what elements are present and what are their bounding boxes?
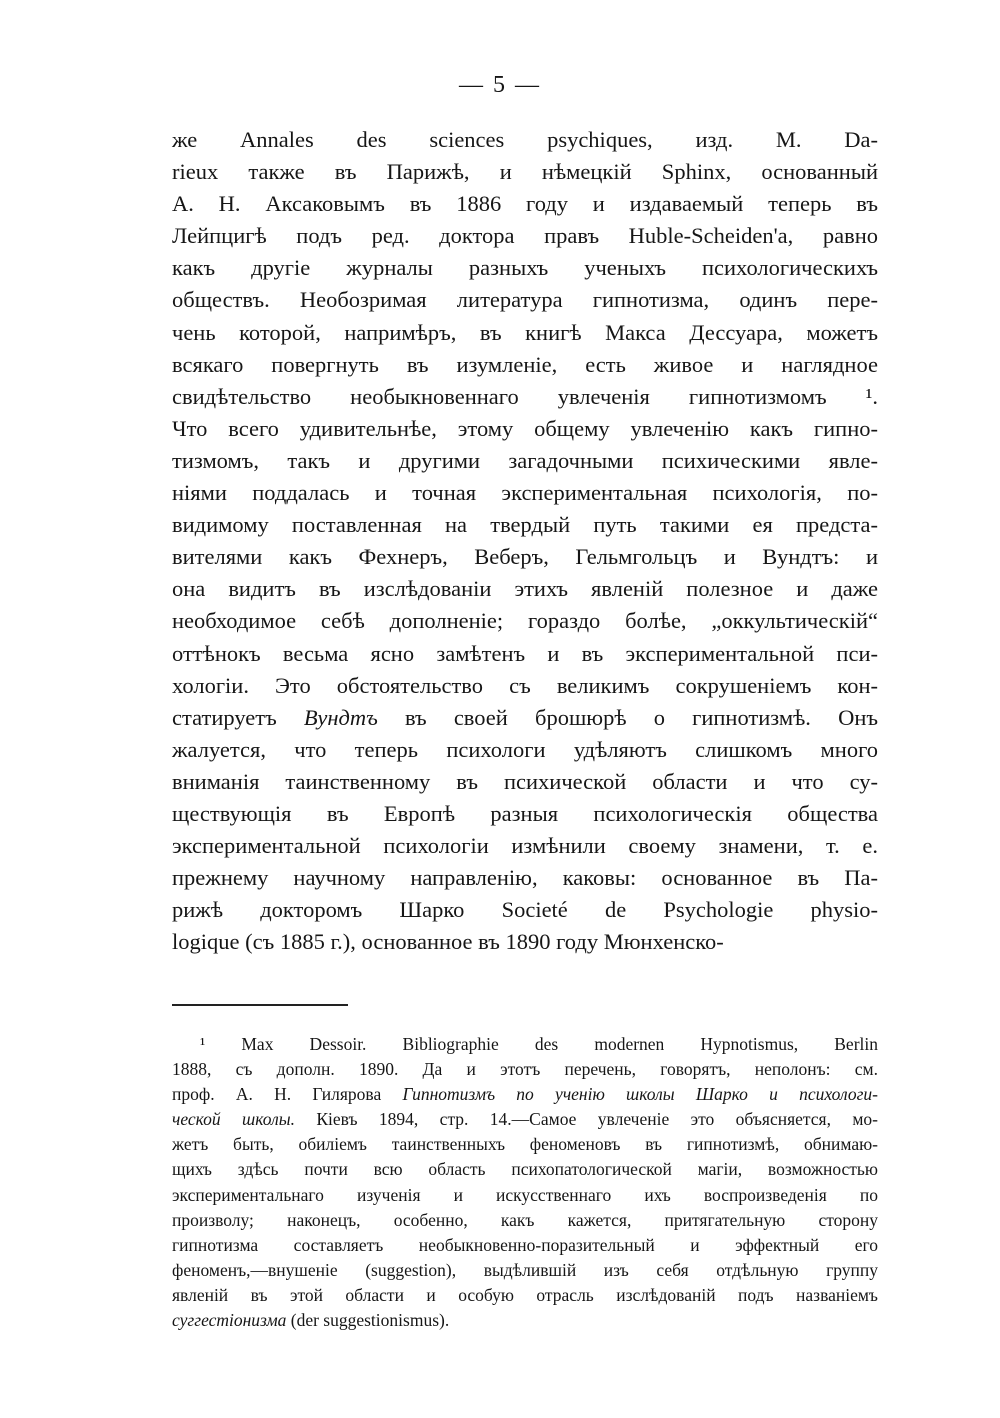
text-line: свидѣтельство необыкновеннаго увлеченія гипнотизмомъ ¹. (172, 383, 878, 409)
text-line: rieux также въ Парижѣ, и нѣмецкій Sphinx, основанный (172, 159, 878, 185)
text-line (172, 702, 878, 734)
text-line: чень которой, напримѣръ, въ книгѣ Макса Дессуара, можетъ (172, 319, 878, 345)
text-line: Лейпцигѣ подъ ред. доктора правъ Huble-Scheiden'a, равно (172, 223, 878, 249)
text-line: экспериментальной психологіи измѣнили своему знамени, т. е. (172, 833, 878, 859)
text-line: рижѣ докторомъ Шарко Societé de Psychologie physio- (172, 897, 878, 923)
footnote-line (172, 1082, 878, 1107)
text-line: необходимое себѣ дополненіе; гораздо болѣе, „оккультическій“ (172, 608, 878, 634)
text-line: тизмомъ, такъ и другими загадочными психическими явле- (172, 447, 878, 473)
text-segment: статируетъ (172, 704, 277, 730)
text-line: Что всего удивительнѣе, этому общему увлеченію какъ гипно- (172, 415, 878, 441)
main-text-body (172, 124, 878, 958)
text-line: она видитъ въ изслѣдованіи этихъ явленій полезное и даже (172, 576, 878, 602)
footnote-line (172, 1107, 878, 1132)
footnote-segment: Кіевъ 1894, стр. 14.—Самое увлеченіе это объясняется, мо- (316, 1109, 879, 1130)
italic-book-title-cont: ческой школы. (172, 1109, 295, 1130)
text-line: ществующія въ Европѣ разныя психологическія общества (172, 800, 878, 826)
footnote-line: 1888, съ дополн. 1890. Да и этотъ перечень, говорятъ, неполонъ: см. (172, 1059, 878, 1080)
text-line: вителями какъ Фехнеръ, Веберъ, Гельмгольцъ и Вундтъ: и (172, 544, 878, 570)
footnote-segment: (der suggestionismus). (290, 1310, 450, 1331)
footnote-line: экспериментальнаго изученія и искусственнаго ихъ воспроизведенія по (172, 1184, 878, 1205)
footnote-line: феноменъ,—внушеніе (suggestion), выдѣлившій изъ себя отдѣльную группу (172, 1259, 878, 1280)
text-line: logique (съ 1885 г.), основанное въ 1890 году Мюнхенско- (172, 929, 724, 955)
italic-name-wundt: Вундтъ (303, 704, 378, 730)
text-line: оттѣнокъ весьма ясно замѣтенъ и въ экспериментальной пси- (172, 640, 878, 666)
text-line: вниманія таинственному въ психической области и что су- (172, 768, 878, 794)
text-line: хологіи. Это обстоятельство съ великимъ сокрушеніемъ кон- (172, 672, 878, 698)
text-line: видимому поставленная на твердый путь такими ея предста- (172, 512, 878, 538)
footnote-line: щихъ здѣсь почти всю область психопатологической магіи, возможностью (172, 1159, 878, 1180)
text-line: жалуется, что теперь психологи удѣляютъ слишкомъ много (172, 736, 878, 762)
page-number: — 5 — (459, 72, 541, 98)
italic-book-title: Гипнотизмъ по ученію школы Шарко и психологи- (402, 1084, 878, 1105)
footnote-line: жетъ быть, обиліемъ таинственныхъ феноменовъ въ гипнотизмѣ, обнимаю- (172, 1134, 878, 1155)
footnote-line: ¹ Max Dessoir. Bibliographie des modernen Hypnotismus, Berlin (200, 1034, 878, 1054)
footnote-block (172, 1032, 878, 1333)
italic-term-suggestionism: суггестіонизма (172, 1310, 287, 1331)
text-segment: въ своей брошюрѣ о гипнотизмѣ. Онъ (404, 704, 879, 730)
text-line: прежнему научному направленію, каковы: основанное въ Па- (172, 865, 878, 891)
footnote-segment: проф. А. Н. Гилярова (172, 1084, 382, 1105)
text-line: же Annales des sciences psychiques, изд. M. Da- (172, 127, 878, 152)
footnote-line (172, 1308, 878, 1333)
footnote-line: гипнотизма составляетъ необыкновенно-поразительный и эффектный его (172, 1234, 878, 1255)
text-line: А. Н. Аксаковымъ въ 1886 году и издаваемый теперь въ (172, 191, 878, 217)
text-line: какъ другіе журналы разныхъ ученыхъ психологическихъ (172, 255, 878, 281)
text-line: всякаго повергнуть въ изумленіе, есть живое и наглядное (172, 351, 878, 377)
footnote-divider (172, 1004, 348, 1006)
footnote-line: произволу; наконецъ, особенно, какъ кажется, притягательную сторону (172, 1209, 878, 1230)
text-line: ніями поддалась и точная экспериментальная психологія, по- (172, 480, 878, 506)
footnote-line: явленій въ этой области и особую отрасль изслѣдованій подъ названіемъ (172, 1284, 878, 1305)
text-line: обществъ. Необозримая литература гипнотизма, одинъ пере- (172, 287, 878, 313)
